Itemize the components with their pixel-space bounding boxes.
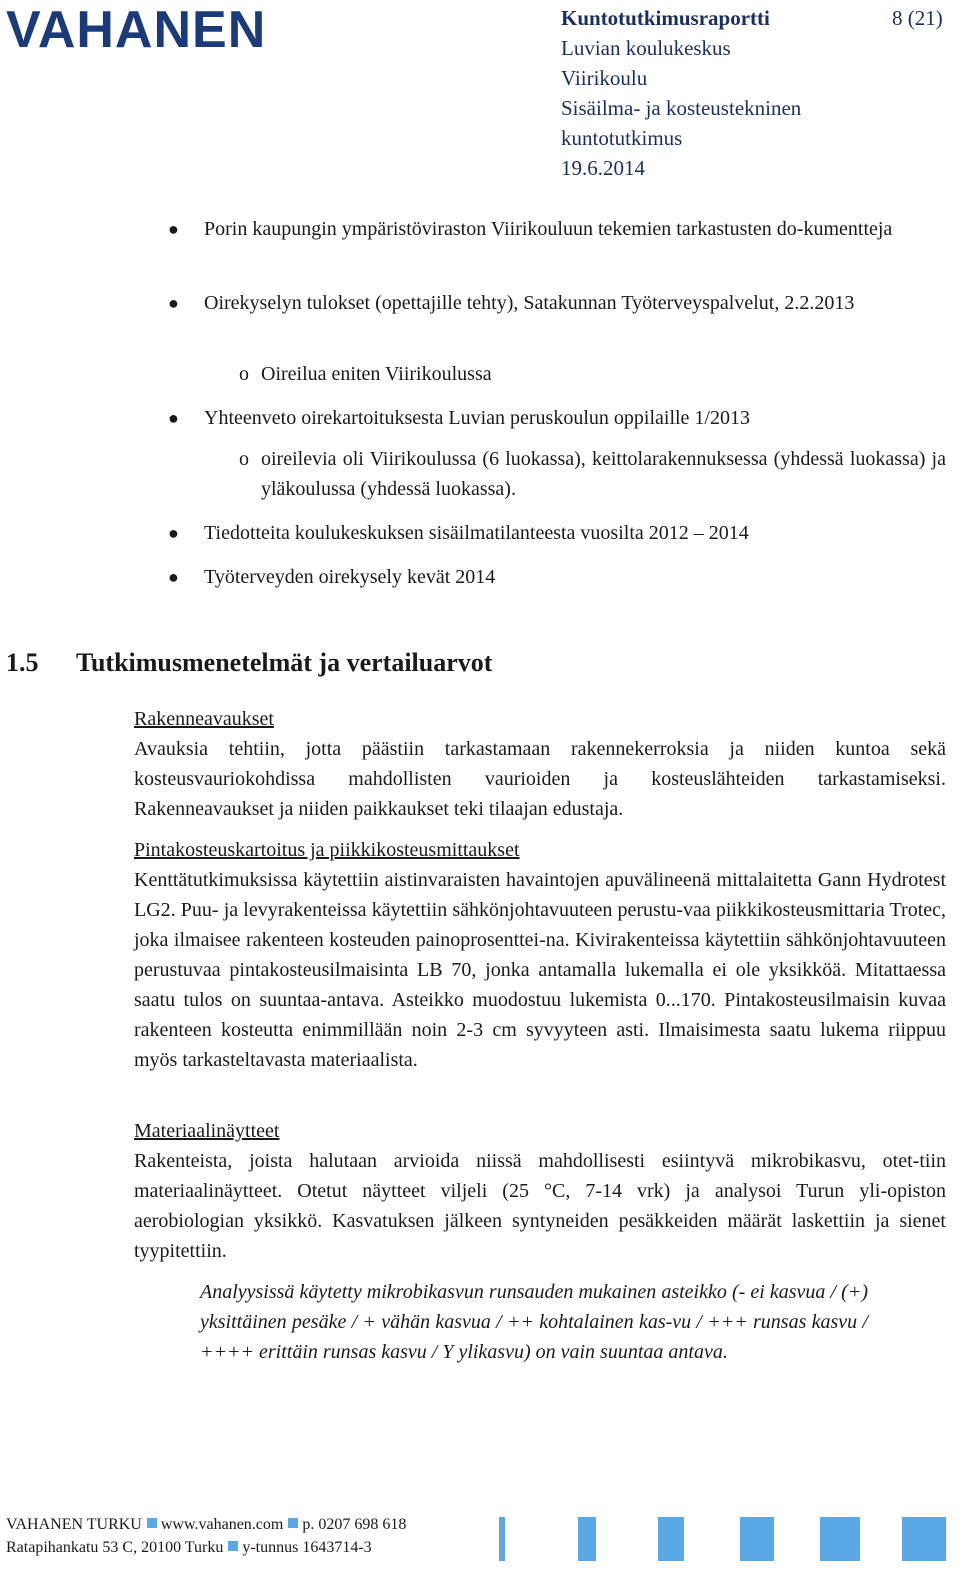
footer-line-1 — [6, 1514, 406, 1536]
sub-list-item — [261, 444, 946, 504]
list-item: Porin kaupungin ympäristöviraston Viirikouluun tekemien tarkastusten do-kumentteja — [204, 218, 893, 240]
footer-bar-decoration — [499, 1517, 505, 1561]
sub-bullet-icon: o — [239, 448, 249, 470]
bullet-icon: ● — [168, 567, 179, 587]
footer-bar-decoration — [740, 1517, 774, 1561]
header-line-type-2: kuntotutkimus — [561, 126, 683, 150]
footer-line-2 — [6, 1537, 372, 1559]
square-bullet-icon — [288, 1518, 298, 1528]
sub-list-item-text: oireilevia oli Viirikoulussa (6 luokassa), keittolarakennuksessa (yhdessä luokassa) ja yläkoulussa (yhdessä luokassa). — [261, 448, 946, 500]
footer-address: Ratapihankatu 53 C, 20100 Turku — [6, 1539, 224, 1556]
header-line-building: Viirikoulu — [561, 66, 648, 90]
list-item: Yhteenveto oirekartoituksesta Luvian peruskoulun oppilaille 1/2013 — [204, 407, 750, 429]
footer-bar-decoration — [902, 1517, 946, 1561]
subsection-heading: Materiaalinäytteet — [134, 1120, 280, 1142]
bullet-icon: ● — [168, 523, 179, 543]
subsection-heading: Rakenneavaukset — [134, 708, 274, 730]
square-bullet-icon — [147, 1518, 157, 1528]
footer-phone: p. 0207 698 618 — [302, 1516, 407, 1533]
footer-bar-decoration — [820, 1517, 860, 1561]
scale-note: Analyysissä käytetty mikrobikasvun runsauden mukainen asteikko (- ei kasvua / (+) yksittäinen pesäke / + vähän kasvua / ++ kohtalainen kas-vu / +++ runsas kasvu / ++++ erittäin runsas kasvu / Y ylikasvu) on vain suuntaa antava. — [200, 1281, 868, 1363]
footer-bar-decoration — [578, 1517, 596, 1561]
sub-bullet-icon: o — [239, 363, 249, 385]
header-line-type-1: Sisäilma- ja kosteustekninen — [561, 96, 802, 120]
section-number: 1.5 — [6, 648, 39, 677]
footer-web: www.vahanen.com — [160, 1516, 284, 1533]
subsection-body: Rakenteista, joista halutaan arvioida niissä mahdollisesti esiintyvä mikrobikasvu, otet-tiin materiaalinäytteet. Otetut näytteet viljeli (25 °C, 7-14 vrk) ja analysoi Turun yli-opiston aerobiologian yksikkö. Kasvatuksen jälkeen syntyneiden pesäkkeiden määrät laskettiin ja sienet tyypitettiin. — [134, 1150, 946, 1262]
subsection-rakenneavaukset — [134, 704, 946, 824]
list-item: Oirekyselyn tulokset (opettajille tehty), Satakunnan Työterveyspalvelut, 2.2.2013 — [204, 292, 855, 314]
section-heading — [6, 646, 492, 680]
square-bullet-icon — [228, 1541, 238, 1551]
subsection-body: Kenttätutkimuksissa käytettiin aistinvaraisten havaintojen apuvälineenä mittalaitetta Gann Hydrotest LG2. Puu- ja levyrakenteissa käytettiin sähkönjohtavuuteen perustu-vaa piikkikosteusmittaria Trotec, joka ilmaisee rakenteen kosteuden painoprosenttei-na. Kivirakenteissa käytettiin sähkönjohtavuuteen perustuvaa pintakosteusilmaisinta LB 70, jonka antamalla lukemalla ei ole yksikköä. Mitattaessa saatu tulos on suuntaa-antava. Asteikko muodostuu lukemista 0...170. Pintakosteusilmaisin kuvaa rakenteen kosteutta enimmillään noin 2-3 cm syvyyteen asti. Ilmaisimesta saatu lukema riippuu myös tarkasteltavasta materiaalista. — [134, 869, 946, 1071]
report-header — [561, 3, 801, 183]
subsection-pintakosteuskartoitus — [134, 835, 946, 1075]
company-logo: VAHANEN — [6, 1, 267, 59]
subsection-body: Avauksia tehtiin, jotta päästiin tarkastamaan rakennekerroksia ja niiden kuntoa sekä kosteusvauriokohdissa mahdollisten vaurioiden ja kosteuslähteiden tarkastamiseksi. Rakenneavaukset ja niiden paikkaukset teki tilaajan edustaja. — [134, 738, 946, 820]
subsection-materiaalinaytteet — [134, 1116, 946, 1266]
sub-list-item: Oireilua eniten Viirikoulussa — [261, 363, 492, 385]
header-line-project: Luvian koulukeskus — [561, 36, 731, 60]
bullet-icon: ● — [168, 408, 179, 428]
list-item: Tiedotteita koulukeskuksen sisäilmatilanteesta vuosilta 2012 – 2014 — [204, 522, 749, 544]
subsection-heading: Pintakosteuskartoitus ja piikkikosteusmittaukset — [134, 839, 520, 861]
list-item: Työterveyden oirekysely kevät 2014 — [204, 566, 496, 588]
header-date: 19.6.2014 — [561, 156, 645, 180]
bullet-icon: ● — [168, 219, 179, 239]
footer-company: VAHANEN TURKU — [6, 1516, 142, 1533]
bullet-icon: ● — [168, 293, 179, 313]
footer-bar-decoration — [658, 1517, 684, 1561]
page-number: 8 (21) — [892, 6, 943, 30]
footer-business-id: y-tunnus 1643714-3 — [242, 1539, 372, 1556]
section-title: Tutkimusmenetelmät ja vertailuarvot — [76, 648, 493, 677]
report-title: Kuntotutkimusraportti — [561, 6, 770, 30]
